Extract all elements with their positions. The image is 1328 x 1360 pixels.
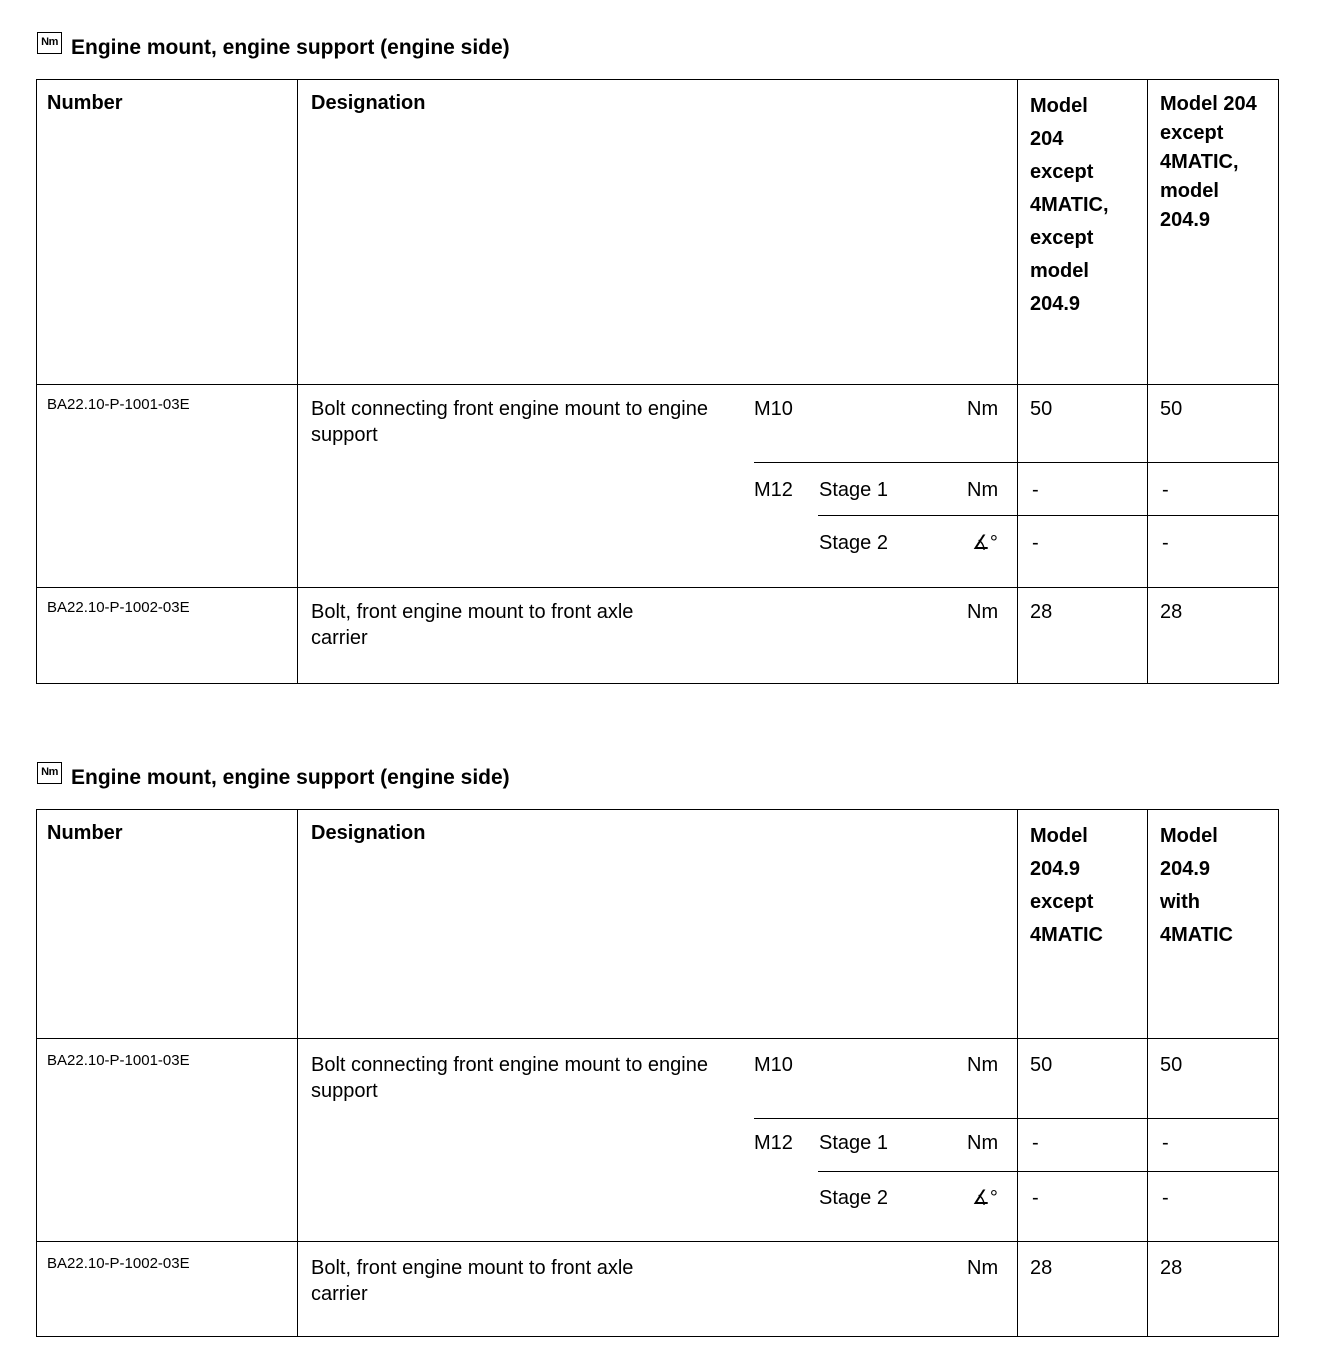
torque-nm-icon: Nm (37, 762, 62, 784)
torque-value-a: 28 (1030, 601, 1053, 623)
torque-value-b: 28 (1160, 1257, 1183, 1279)
torque-table (36, 79, 1279, 684)
torque-table (36, 809, 1279, 1337)
column-header-designation: Designation (311, 92, 426, 114)
unit-label: Nm (967, 1132, 999, 1154)
section-heading (37, 34, 510, 62)
angle-icon: ∡° (972, 1187, 998, 1209)
part-designation: Bolt connecting front engine mount to engine support (311, 1054, 708, 1102)
column-header-number: Number (47, 92, 123, 114)
torque-value-b: - (1162, 479, 1169, 501)
torque-value-b: - (1162, 532, 1169, 554)
unit-label: Nm (967, 601, 999, 623)
section-heading (37, 764, 510, 792)
column-header-number: Number (47, 822, 123, 844)
unit-label: Nm (967, 1257, 999, 1279)
torque-nm-icon: Nm (37, 32, 62, 54)
column-header-designation: Designation (311, 822, 426, 844)
part-designation: Bolt connecting front engine mount to engine support (311, 398, 708, 446)
torque-value-a: 50 (1030, 1054, 1053, 1076)
part-number: BA22.10-P-1002-03E (47, 1255, 190, 1272)
torque-value-a: 50 (1030, 398, 1053, 420)
bolt-size: M12 (754, 479, 793, 501)
column-header-model-b: Model 204 except 4MATIC, model 204.9 (1160, 93, 1257, 231)
unit-label: Nm (967, 398, 999, 420)
stage-label: Stage 2 (819, 1187, 888, 1209)
bolt-size: M12 (754, 1132, 793, 1154)
angle-icon: ∡° (972, 532, 998, 554)
torque-value-a: 28 (1030, 1257, 1053, 1279)
part-number: BA22.10-P-1001-03E (47, 396, 190, 413)
stage-label: Stage 1 (819, 1132, 888, 1154)
bolt-size: M10 (754, 1054, 793, 1076)
part-designation: Bolt, front engine mount to front axle carrier (311, 601, 634, 649)
torque-value-b: 50 (1160, 398, 1183, 420)
unit-label: Nm (967, 479, 999, 501)
part-designation: Bolt, front engine mount to front axle carrier (311, 1257, 634, 1305)
part-number: BA22.10-P-1002-03E (47, 599, 190, 616)
section-title: Engine mount, engine support (engine side) (71, 766, 510, 789)
unit-label: Nm (967, 1054, 999, 1076)
section-title: Engine mount, engine support (engine side) (71, 36, 510, 59)
torque-value-a: - (1032, 532, 1039, 554)
column-header-model-b: Model 204.9 with 4MATIC (1160, 825, 1233, 946)
torque-value-a: - (1032, 1132, 1039, 1154)
torque-value-a: - (1032, 479, 1039, 501)
part-number: BA22.10-P-1001-03E (47, 1052, 190, 1069)
torque-value-a: - (1032, 1187, 1039, 1209)
torque-value-b: - (1162, 1132, 1169, 1154)
bolt-size: M10 (754, 398, 793, 420)
column-header-model-a: Model 204.9 except 4MATIC (1030, 825, 1103, 946)
torque-value-b: - (1162, 1187, 1169, 1209)
stage-label: Stage 1 (819, 479, 888, 501)
torque-value-b: 28 (1160, 601, 1183, 623)
torque-value-b: 50 (1160, 1054, 1183, 1076)
stage-label: Stage 2 (819, 532, 888, 554)
column-header-model-a: Model 204 except 4MATIC, except model 204.9 (1030, 95, 1109, 315)
